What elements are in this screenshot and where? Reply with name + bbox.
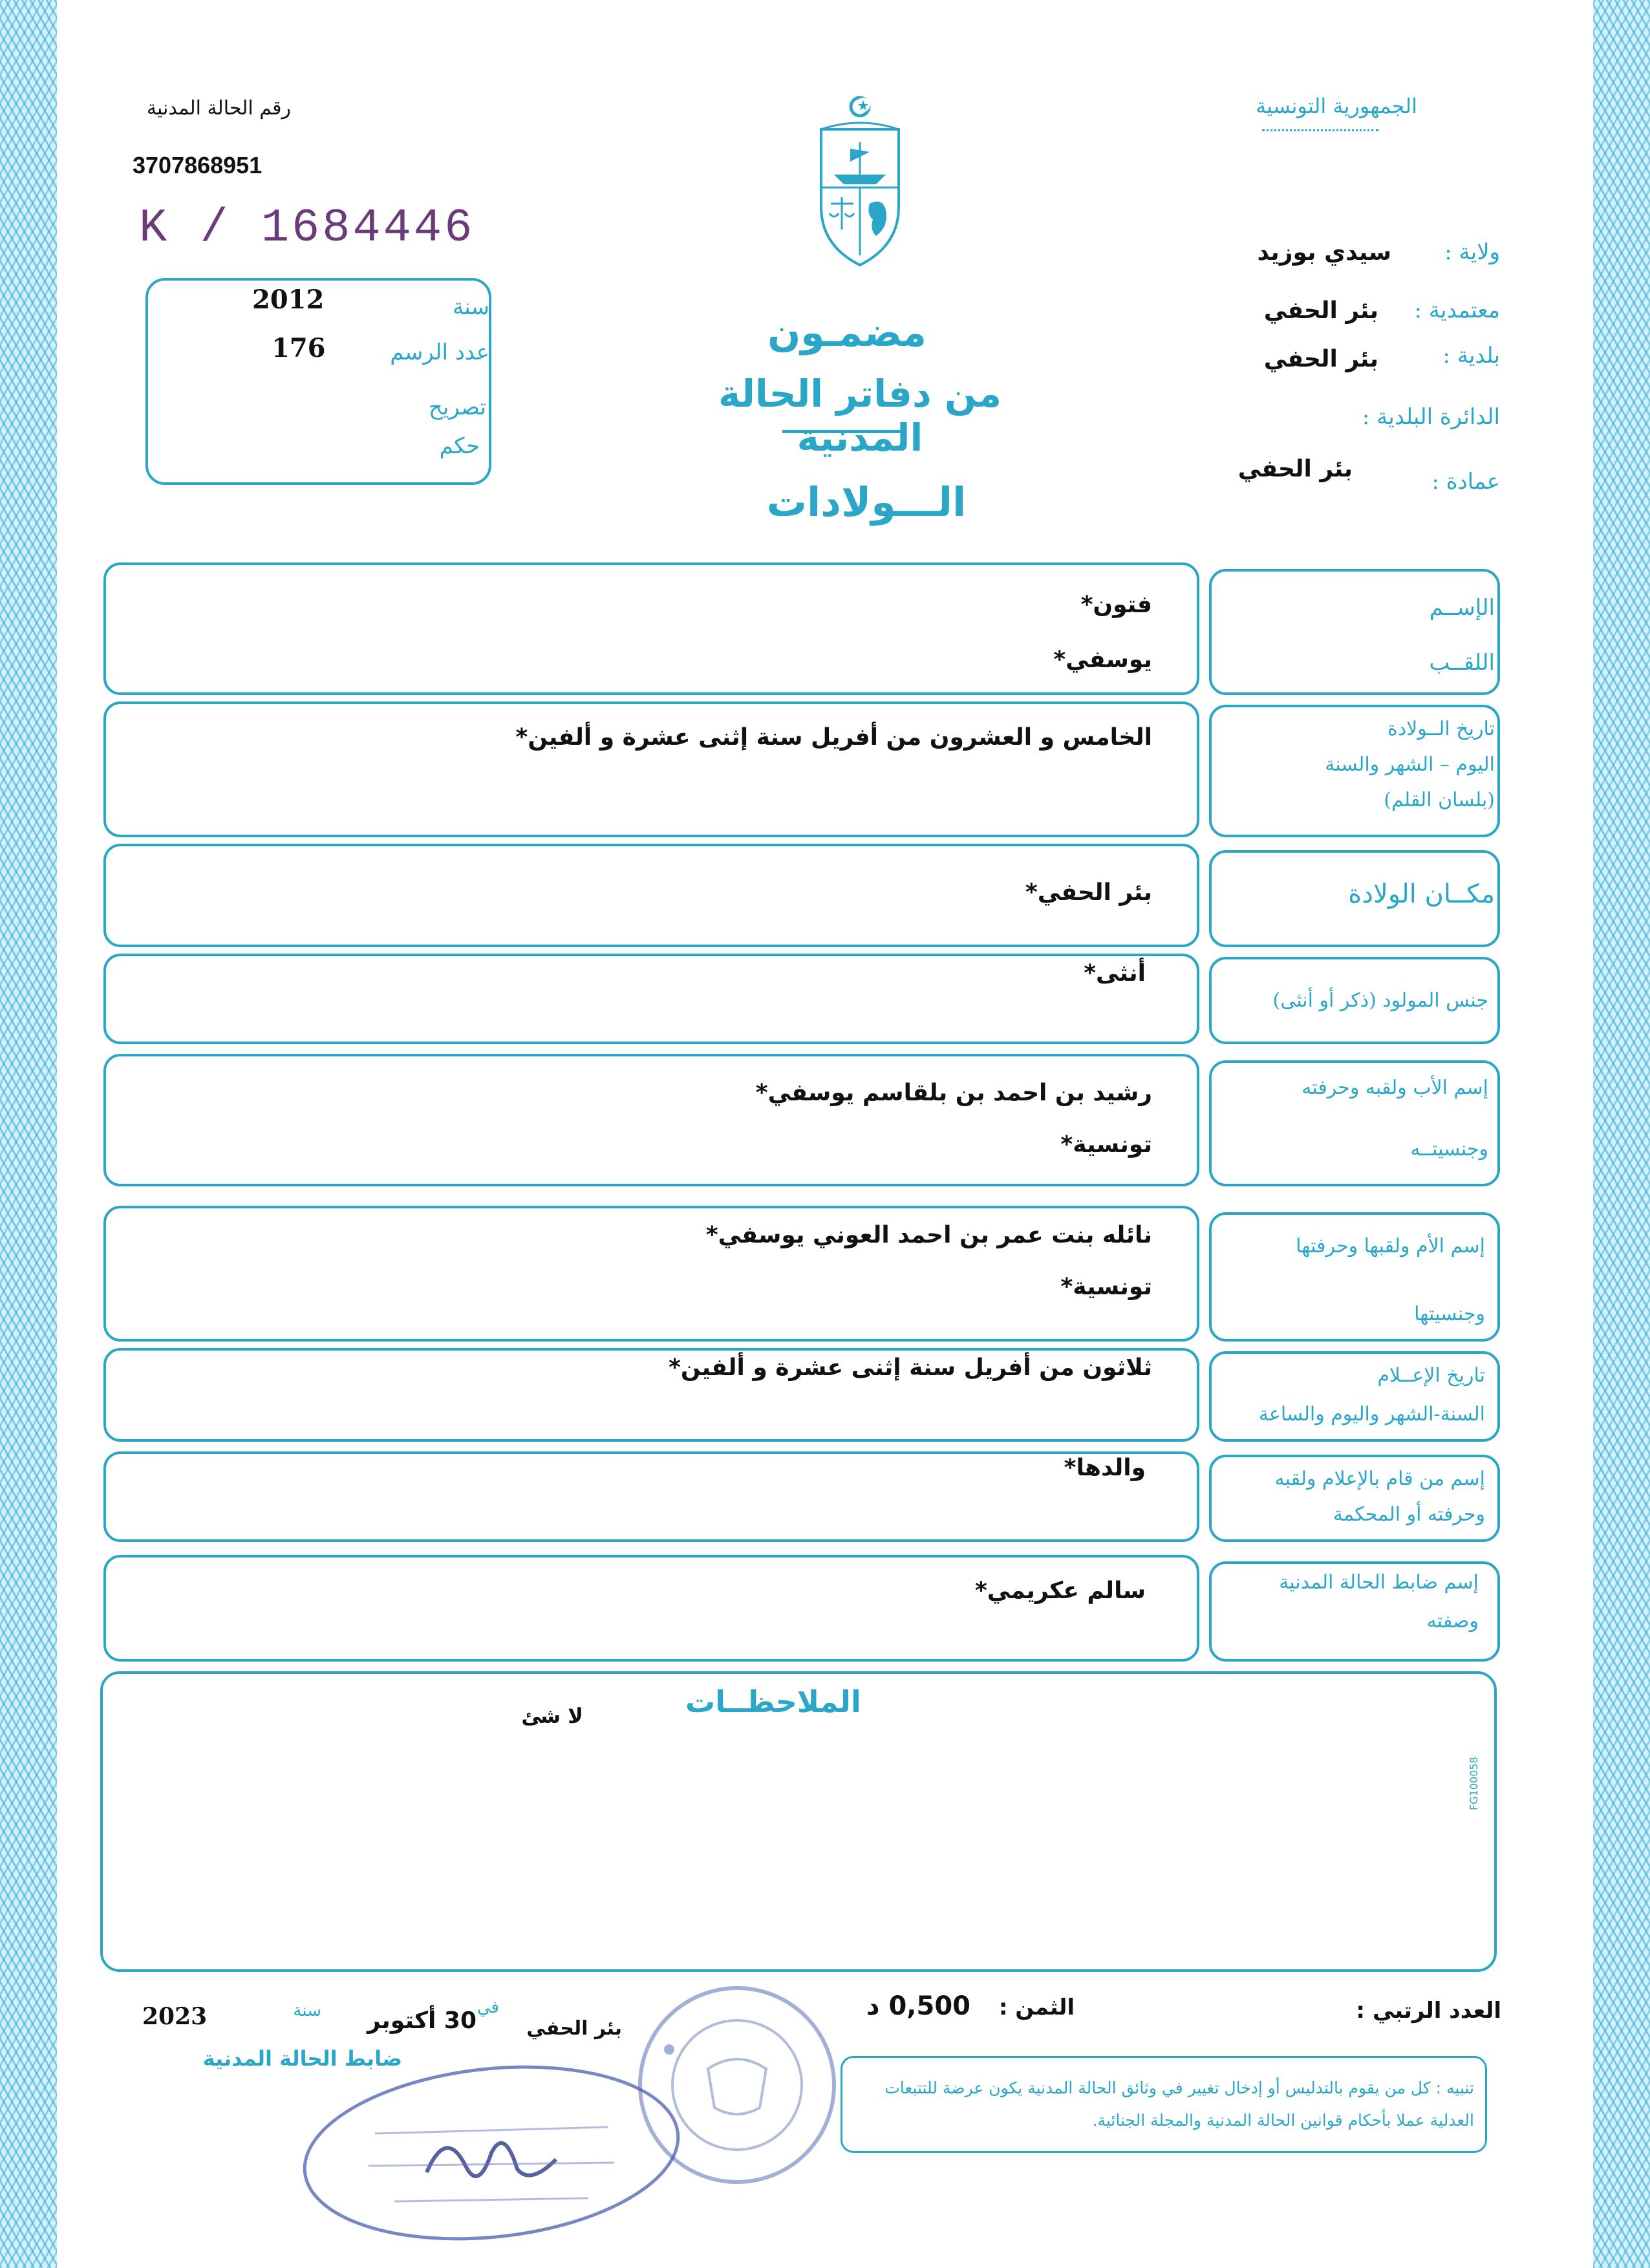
decorative-border-right xyxy=(1593,0,1650,2268)
order-number-label: العدد الرتبي : xyxy=(1356,1998,1501,2024)
sex-value-box xyxy=(103,954,1199,1044)
serial-number: K / 1684446 xyxy=(139,202,475,255)
officer-value-box xyxy=(103,1555,1199,1662)
declarant-value-box xyxy=(103,1451,1199,1542)
father-nationality-value: تونسية* xyxy=(1060,1131,1152,1158)
name-value-box xyxy=(103,562,1199,695)
sex-label: جنس المولود (ذكر أو أنثى) xyxy=(1272,989,1488,1012)
first-name-label: الإســم xyxy=(1429,595,1495,621)
birth-date-value: الخامس و العشرون من أفريل سنة إثنى عشرة و ألفين* xyxy=(515,724,1152,751)
year-label: سنة xyxy=(453,294,489,320)
birth-date-value-box xyxy=(103,701,1199,837)
declarant-label: إسم من قام بالإعلام ولقبه xyxy=(1274,1468,1485,1490)
title-registers: من دفاتر الحالة المدنية xyxy=(718,372,1002,460)
declarant-sublabel: وحرفته أو المحكمة xyxy=(1333,1503,1485,1526)
notes-value: لا شئ xyxy=(521,1704,583,1728)
republic-header: الجمهورية التونسية xyxy=(1256,94,1417,118)
declaration-label: تصريح xyxy=(428,394,486,420)
mother-nationality-value: تونسية* xyxy=(1060,1274,1152,1300)
judgment-label: حكم xyxy=(439,433,480,459)
birth-date-label: تاريخ الــولادة xyxy=(1388,718,1495,740)
title-births: الـــولادات xyxy=(766,478,967,526)
republic-underline xyxy=(1262,129,1378,131)
declaration-date-label: تاريخ الإعــلام xyxy=(1377,1364,1485,1387)
name-label-box xyxy=(1209,569,1500,695)
birth-place-value: بئر الحفي* xyxy=(1025,879,1152,906)
municipality-label: بلدية : xyxy=(1442,343,1500,369)
mother-label: إسم الأم ولقبها وحرفتها xyxy=(1296,1235,1485,1257)
officer-sublabel: وصفته xyxy=(1426,1610,1479,1632)
title-underline xyxy=(782,430,905,433)
issue-place: بئر الحفي xyxy=(526,2017,622,2040)
officer-label: إسم ضابط الحالة المدنية xyxy=(1279,1571,1479,1594)
birth-date-sublabel: اليوم – الشهر والسنة xyxy=(1325,753,1495,776)
state-value: سيدي بوزيد xyxy=(1257,239,1391,266)
delegation-label: معتمدية : xyxy=(1414,297,1500,323)
title-extract: مضمـون xyxy=(767,310,927,356)
municipal-district-label: الدائرة البلدية : xyxy=(1362,404,1500,430)
civil-number: 3707868951 xyxy=(133,152,262,178)
father-value-box xyxy=(103,1054,1199,1186)
sector-label: عمادة : xyxy=(1431,469,1500,495)
record-number-value: 176 xyxy=(272,333,326,363)
father-label: إسم الأب ولقبه وحرفته xyxy=(1302,1076,1488,1099)
issue-year: 2023 xyxy=(142,2003,208,2030)
signature-stamp xyxy=(297,2056,685,2250)
price-value: 0,500 د xyxy=(866,1991,970,2021)
surname-label: اللقــب xyxy=(1429,650,1495,676)
tunisia-coat-of-arms xyxy=(811,91,908,272)
mother-name-value: نائله بنت عمر بن احمد العوني يوسفي* xyxy=(705,1222,1152,1248)
sex-value: أنثى* xyxy=(1084,960,1146,987)
surname-value: يوسفي* xyxy=(1053,647,1152,673)
mother-label-nationality: وجنسيتها xyxy=(1414,1303,1485,1325)
birth-place-label: مكــان الولادة xyxy=(1348,879,1495,909)
father-label-nationality: وجنسيتــه xyxy=(1410,1138,1488,1161)
printer-code: FG100058 xyxy=(1468,1757,1480,1810)
civil-number-label: رقم الحالة المدنية xyxy=(146,97,291,120)
declaration-date-sublabel: السنة-الشهر واليوم والساعة xyxy=(1258,1403,1485,1426)
declarant-value: والدها* xyxy=(1064,1455,1146,1481)
year-value: 2012 xyxy=(252,284,325,315)
father-name-value: رشيد بن احمد بن بلقاسم يوسفي* xyxy=(755,1080,1152,1106)
sector-value: بئر الحفي xyxy=(1238,456,1353,482)
price-label: الثمن : xyxy=(998,1995,1075,2020)
officer-value: سالم عكريمي* xyxy=(974,1578,1146,1604)
declaration-date-value: ثلاثون من أفريل سنة إثنى عشرة و ألفين* xyxy=(669,1354,1152,1381)
birth-date-in-words-label: (بلسان القلم) xyxy=(1384,789,1495,811)
municipality-value: بئر الحفي xyxy=(1263,346,1378,372)
issue-in-label: في xyxy=(477,1998,499,2017)
issue-year-label: سنة xyxy=(293,2001,321,2020)
record-number-label: عدد الرسم xyxy=(390,339,489,365)
issue-date: 30 أكتوبر xyxy=(367,2007,477,2034)
delegation-value: بئر الحفي xyxy=(1263,297,1378,324)
warning-text: تنبيه : كل من يقوم بالتدليس أو إدخال تغيير في وثائق الحالة المدنية يكون عرضة للتتبعات العدلية عملا بأحكام قوانين الحالة المدنية والمجلة الجنائية. xyxy=(884,2079,1474,2130)
officer-title: ضابط الحالة المدنية xyxy=(202,2046,402,2071)
decorative-border-left xyxy=(0,0,57,2268)
state-label: ولاية : xyxy=(1444,239,1500,265)
notes-label: الملاحظــات xyxy=(685,1684,861,1719)
first-name-value: فتون* xyxy=(1080,592,1152,618)
